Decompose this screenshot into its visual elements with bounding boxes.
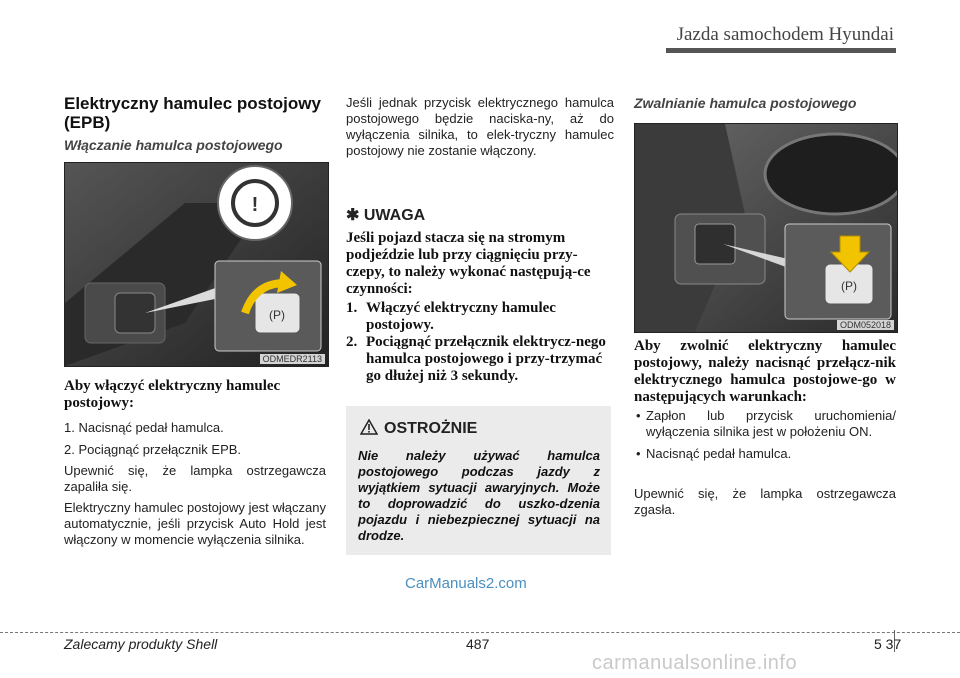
footer-rule	[0, 632, 960, 633]
footer-left-text: Zalecamy produkty Shell	[64, 636, 218, 652]
subsection-title-release: Zwalnianie hamulca postojowego	[634, 95, 857, 111]
engage-paragraph-1: Upewnić się, że lampka ostrzegawcza zapaliła się.	[64, 463, 326, 494]
caution-box	[346, 406, 611, 555]
release-conditions-list	[634, 408, 896, 468]
svg-text:(P): (P)	[841, 279, 857, 293]
warning-item-number: 1.	[346, 300, 358, 316]
page-number: 487	[466, 636, 490, 652]
photo-code: ODM052018	[837, 320, 894, 330]
warning-text: Jeśli pojazd stacza się na stromym podjeździe lub przy ciągnięciu przy-czepy, to należy wykonać następują-ce czynności:	[346, 230, 591, 297]
subsection-title-engage: Włączanie hamulca postojowego	[64, 137, 283, 153]
svg-text:!: !	[251, 194, 259, 216]
engage-lead: Aby włączyć elektryczny hamulec postojowy:	[64, 378, 281, 411]
engage-paragraph-2: Elektryczny hamulec postojowy jest włączany automatycznie, jeśli przycisk Auto Hold jest włączony w momencie wyłączenia silnika.	[64, 500, 326, 547]
photo-code: ODMEDR2113	[260, 354, 325, 364]
running-header: Jazda samochodem Hyundai	[676, 24, 894, 45]
svg-text:(P): (P)	[269, 308, 285, 322]
release-paragraph: Upewnić się, że lampka ostrzegawcza zgasła.	[634, 486, 896, 517]
warning-triangle-icon	[360, 419, 378, 435]
warning-item	[346, 334, 616, 385]
warning-heading	[346, 205, 425, 225]
warning-item	[346, 300, 616, 334]
epb-release-illustration	[635, 124, 897, 332]
engage-step-2: 2. Pociągnąć przełącznik EPB.	[64, 442, 242, 457]
engage-step-1: 1. Nacisnąć pedał hamulca.	[64, 420, 224, 435]
epb-release-photo	[634, 123, 898, 333]
section-title: Elektryczny hamulec postojowy (EPB)	[64, 94, 321, 132]
warning-item-text: Pociągnąć przełącznik elektrycz-nego hamulca postojowego i przy-trzymać go dłużej niż 3 sekundy.	[366, 334, 606, 384]
col2-paragraph: Jeśli jednak przycisk elektrycznego hamulca postojowego będzie naciska-ny, aż do wyłączenia silnika, to elek-tryczny hamulec postojowy nie zostanie włączony.	[346, 95, 614, 158]
warning-heading-text: UWAGA	[363, 207, 426, 224]
watermark-carmanualsonline: carmanualsonline.info	[592, 652, 798, 674]
caution-text: Nie należy używać hamulca postojowego podczas jazdy z wyjątkiem sytuacji awaryjnych. Może to doprowadzić do uszko-dzenia pojazdu i niebezpiecznej sytuacji na drodze.	[358, 448, 600, 543]
epb-engage-photo	[64, 162, 329, 367]
warning-item-number: 2.	[346, 334, 358, 350]
warning-star-icon: ✱	[346, 207, 360, 224]
list-item: • Nacisnąć pedał hamulca.	[634, 446, 896, 462]
release-lead: Aby zwolnić elektryczny hamulec postojowy, należy nacisnąć przełącz-nik elektrycznego hamulca postojowe-go w następujących warunkach:	[634, 338, 896, 405]
header-rule	[666, 48, 896, 53]
epb-engage-illustration	[65, 163, 328, 366]
watermark-carmanuals: CarManuals2.com	[405, 575, 527, 592]
section-page-number: 5 37	[874, 636, 902, 652]
warning-list	[346, 300, 616, 385]
caution-heading: OSTROŻNIE	[384, 420, 478, 437]
list-item: • Zapłon lub przycisk uruchomienia/ wyłączenia silnika jest w położeniu ON.	[634, 408, 896, 440]
warning-item-text: Włączyć elektryczny hamulec postojowy.	[366, 300, 556, 333]
